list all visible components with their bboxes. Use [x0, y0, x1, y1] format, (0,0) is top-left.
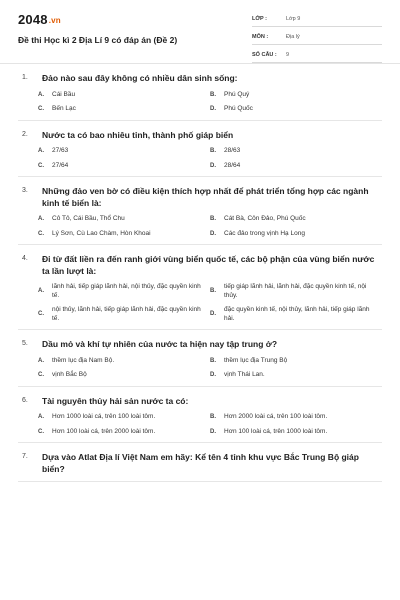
- answer-option[interactable]: [38, 215, 210, 224]
- question-header: [18, 130, 382, 142]
- meta-value: Lớp 9: [286, 16, 301, 22]
- option-letter: B.: [210, 148, 216, 154]
- answer-option[interactable]: [210, 371, 382, 380]
- question-text: Những đảo ven bờ có điều kiện thích hợp nhất để phát triển tổng hợp các ngành kinh tế biển là:: [42, 186, 369, 208]
- question-item: [18, 245, 382, 330]
- option-text: Cô Tô, Cái Bầu, Thổ Chu: [52, 215, 125, 222]
- meta-row-count: [252, 48, 382, 63]
- option-letter: C.: [38, 428, 44, 435]
- question-header: [18, 396, 382, 408]
- answer-option[interactable]: [210, 230, 382, 239]
- option-text: Cái Bầu: [52, 90, 76, 98]
- answer-options: [38, 91, 382, 114]
- answer-options: [38, 413, 382, 436]
- question-header: [18, 73, 382, 85]
- option-text: 28/64: [224, 161, 241, 169]
- question-header: [18, 186, 382, 209]
- question-text: Đi từ đất liền ra đến ranh giới vùng biển quốc tế, các bộ phận của vùng biển nước ta lần lượt là:: [42, 254, 375, 276]
- question-number: 3.: [22, 187, 28, 194]
- question-header: [18, 452, 382, 475]
- question-number: 4.: [22, 255, 28, 262]
- meta-value: 9: [286, 52, 290, 58]
- option-letter: C.: [38, 162, 44, 169]
- meta-label: SỐ CÂU :: [252, 52, 277, 58]
- option-letter: B.: [210, 216, 216, 222]
- question-item: [18, 121, 382, 178]
- meta-value: Địa lý: [286, 34, 300, 40]
- answer-option[interactable]: [38, 371, 210, 380]
- meta-label: MÔN :: [252, 34, 269, 40]
- answer-option[interactable]: [38, 357, 210, 366]
- meta-label: LỚP :: [252, 16, 267, 22]
- option-letter: B.: [210, 357, 216, 364]
- question-number: 5.: [22, 340, 28, 347]
- answer-option[interactable]: [38, 306, 210, 323]
- answer-option[interactable]: [210, 91, 382, 100]
- logo-text: 2048: [18, 12, 48, 27]
- answer-options: [38, 215, 382, 238]
- option-text: vịnh Thái Lan.: [224, 371, 265, 378]
- question-text: Dựa vào Atlat Địa lí Việt Nam em hãy: Kể tên 4 tỉnh khu vực Bắc Trung Bộ giáp biển?: [42, 452, 359, 474]
- option-text: Hơn 1000 loài cá, trên 100 loài tôm.: [52, 413, 156, 420]
- answer-options: [38, 147, 382, 170]
- option-text: tiếp giáp lãnh hải, lãnh hải, đặc quyền kinh tế, nội thủy.: [224, 283, 367, 299]
- option-letter: A.: [38, 216, 44, 222]
- question-header: [18, 254, 382, 277]
- option-text: 27/63: [52, 147, 69, 154]
- option-text: Hơn 2000 loài cá, trên 100 loài tôm.: [224, 413, 328, 420]
- logo-suffix: .vn: [48, 16, 61, 25]
- option-text: Cát Bà, Côn Đảo, Phú Quốc: [224, 215, 306, 222]
- meta-row-subject: [252, 30, 382, 45]
- question-text: Tài nguyên thủy hải sản nước ta có:: [42, 395, 189, 406]
- answer-option[interactable]: [210, 105, 382, 114]
- answer-option[interactable]: [210, 413, 382, 422]
- option-text: lãnh hải, tiếp giáp lãnh hải, nội thủy, đặc quyền kinh tế.: [52, 283, 201, 299]
- exam-meta: [252, 12, 382, 66]
- option-letter: D.: [210, 162, 216, 169]
- option-letter: C.: [38, 372, 44, 378]
- answer-option[interactable]: [210, 283, 382, 300]
- meta-row-class: [252, 12, 382, 27]
- option-letter: D.: [210, 428, 216, 435]
- answer-option[interactable]: [38, 162, 210, 171]
- option-text: thềm lục địa Nam Bộ.: [52, 356, 115, 364]
- option-text: 27/64: [52, 161, 69, 169]
- answer-option[interactable]: [210, 147, 382, 156]
- answer-option[interactable]: [38, 230, 210, 239]
- question-number: 7.: [22, 453, 28, 460]
- question-item: [18, 177, 382, 245]
- option-letter: B.: [210, 288, 216, 295]
- question-text: Nước ta có bao nhiêu tỉnh, thành phố giáp biển: [42, 129, 234, 140]
- option-text: thềm lục địa Trung Bộ: [224, 356, 288, 364]
- question-text: Đảo nào sau đây không có nhiều dân sinh sống:: [42, 73, 238, 83]
- question-number: 2.: [22, 130, 28, 138]
- question-item: [18, 64, 382, 121]
- option-letter: A.: [38, 91, 44, 98]
- option-text: vịnh Bắc Bộ: [52, 371, 87, 378]
- answer-options: [38, 357, 382, 380]
- option-letter: D.: [210, 311, 216, 318]
- option-text: Bến Lạc: [52, 105, 76, 112]
- answer-option[interactable]: [38, 413, 210, 422]
- answer-option[interactable]: [210, 162, 382, 171]
- answer-option[interactable]: [210, 357, 382, 366]
- answer-option[interactable]: [210, 306, 382, 323]
- option-text: 28/63: [224, 147, 241, 154]
- option-letter: D.: [210, 106, 216, 112]
- page-header: [0, 0, 400, 64]
- question-text: Dầu mỏ và khí tự nhiên của nước ta hiện nay tập trung ở?: [42, 339, 278, 349]
- option-letter: A.: [38, 288, 44, 295]
- question-item: [18, 387, 382, 444]
- option-text: đặc quyền kinh tế, nội thủy, lãnh hải, tiếp giáp lãnh hải.: [224, 306, 370, 322]
- answer-option[interactable]: [38, 283, 210, 300]
- answer-option[interactable]: [38, 91, 210, 100]
- answer-option[interactable]: [38, 105, 210, 114]
- option-letter: C.: [38, 230, 44, 237]
- option-letter: A.: [38, 357, 44, 364]
- option-text: nội thủy, lãnh hải, tiếp giáp lãnh hải, đặc quyền kinh tế.: [52, 306, 201, 322]
- answer-options: [38, 283, 382, 323]
- option-letter: A.: [38, 414, 44, 420]
- option-text: Hơn 100 loài cá, trên 1000 loài tôm.: [224, 427, 328, 435]
- question-item: [18, 330, 382, 387]
- option-text: Hơn 100 loài cá, trên 2000 loài tôm.: [52, 427, 156, 435]
- question-list: [0, 64, 400, 482]
- option-text: Các đảo trong vịnh Hạ Long: [224, 229, 305, 237]
- option-letter: D.: [210, 372, 216, 378]
- option-text: Lý Sơn, Cù Lao Chàm, Hòn Khoai: [52, 229, 151, 237]
- option-text: Phú Quý: [224, 90, 250, 98]
- option-letter: D.: [210, 230, 216, 237]
- option-letter: A.: [38, 148, 44, 154]
- question-item: [18, 443, 382, 482]
- question-number: 6.: [22, 396, 28, 404]
- question-number: 1.: [22, 74, 28, 81]
- option-letter: B.: [210, 414, 216, 420]
- option-letter: C.: [38, 106, 44, 112]
- question-header: [18, 339, 382, 351]
- answer-option[interactable]: [38, 147, 210, 156]
- answer-option[interactable]: [38, 428, 210, 437]
- option-text: Phú Quốc: [224, 105, 253, 112]
- option-letter: B.: [210, 91, 216, 98]
- option-letter: C.: [38, 311, 44, 318]
- page-title: Đề thi Học kì 2 Địa Lí 9 có đáp án (Đề 2): [18, 35, 178, 45]
- answer-option[interactable]: [210, 215, 382, 224]
- answer-option[interactable]: [210, 428, 382, 437]
